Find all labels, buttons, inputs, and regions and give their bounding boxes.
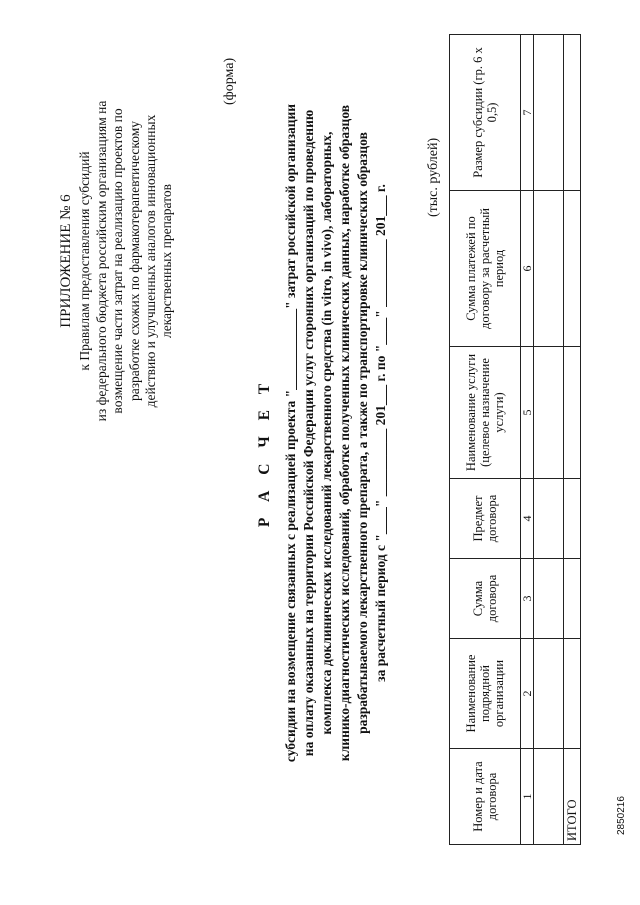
column-number-row — [521, 35, 534, 845]
appendix-header-line: лекарственных препаратов — [159, 183, 175, 339]
table-cell — [564, 347, 581, 479]
appendix-header-line: к Правилам предоставления субсидий — [77, 151, 93, 371]
column-header: Сумма платежей по договору за расчетный период — [450, 191, 521, 347]
column-number: 1 — [521, 749, 534, 845]
document-subtitle — [282, 53, 390, 813]
table-cell — [534, 191, 564, 347]
column-header: Наименование подрядной организации — [450, 639, 521, 749]
table-cell — [534, 749, 564, 845]
column-number: 3 — [521, 559, 534, 639]
table-cell — [564, 35, 581, 191]
subtitle-line: на оплату оказанных на территории Российской Федерации услуг сторонних организаций по проведению — [301, 109, 316, 757]
appendix-header-line: возмещение части затрат на реализацию проектов по — [110, 108, 126, 414]
table-cell — [534, 35, 564, 191]
appendix-header-line: действию и улучшенных аналогов инновационных — [143, 114, 159, 408]
table-row — [534, 35, 564, 845]
document-code: 2850216 — [616, 796, 627, 835]
appendix-header-line: из федерального бюджета российским организациям на — [93, 100, 109, 422]
column-number: 2 — [521, 639, 534, 749]
calculation-table — [449, 34, 581, 845]
subtitle-line: субсидии на возмещение связанных с реализацией проекта "____________" затрат российской организации — [283, 103, 298, 763]
appendix-number: ПРИЛОЖЕНИЕ № 6 — [58, 194, 74, 328]
appendix-header — [58, 41, 176, 481]
column-header: Сумма договора — [450, 559, 521, 639]
table-cell — [534, 479, 564, 559]
table-header-row — [450, 35, 521, 845]
subtitle-line: комплекса доклинических исследований лекарственного средства (in vitro, in vivo), лабораторных, — [319, 131, 334, 735]
units-label: (тыс. рублей) — [426, 137, 441, 217]
column-header: Номер и дата договора — [450, 749, 521, 845]
subtitle-line: клинико-диагностических исследований, обработке полученных клинических данных, наработке образцов — [337, 104, 352, 762]
column-number: 7 — [521, 35, 534, 191]
column-number: 6 — [521, 191, 534, 347]
column-header: Размер субсидии (гр. 6 x 0,5) — [450, 35, 521, 191]
table-cell — [534, 347, 564, 479]
table-cell — [564, 479, 581, 559]
subtitle-line: за расчетный период с "____" __________ 201___ г. по "____" __________ 201___ г. — [373, 184, 388, 682]
table-cell — [534, 639, 564, 749]
column-header: Предмет договора — [450, 479, 521, 559]
table-cell — [564, 191, 581, 347]
form-label: (форма) — [222, 57, 237, 105]
column-number: 4 — [521, 479, 534, 559]
column-header: Наименование услуги (целевое назначение услуги) — [450, 347, 521, 479]
subtitle-line: разрабатываемого лекарственного препарата, а также по транспортировке клинических образцов — [355, 132, 370, 734]
column-number: 5 — [521, 347, 534, 479]
total-label: ИТОГО — [564, 749, 581, 845]
table-cell — [564, 639, 581, 749]
table-cell — [534, 559, 564, 639]
total-row — [564, 35, 581, 845]
appendix-header-line: разработке схожих по фармакотерапевтическому — [126, 121, 142, 402]
document-title: Р А С Ч Е Т — [256, 377, 273, 528]
table-cell — [564, 559, 581, 639]
